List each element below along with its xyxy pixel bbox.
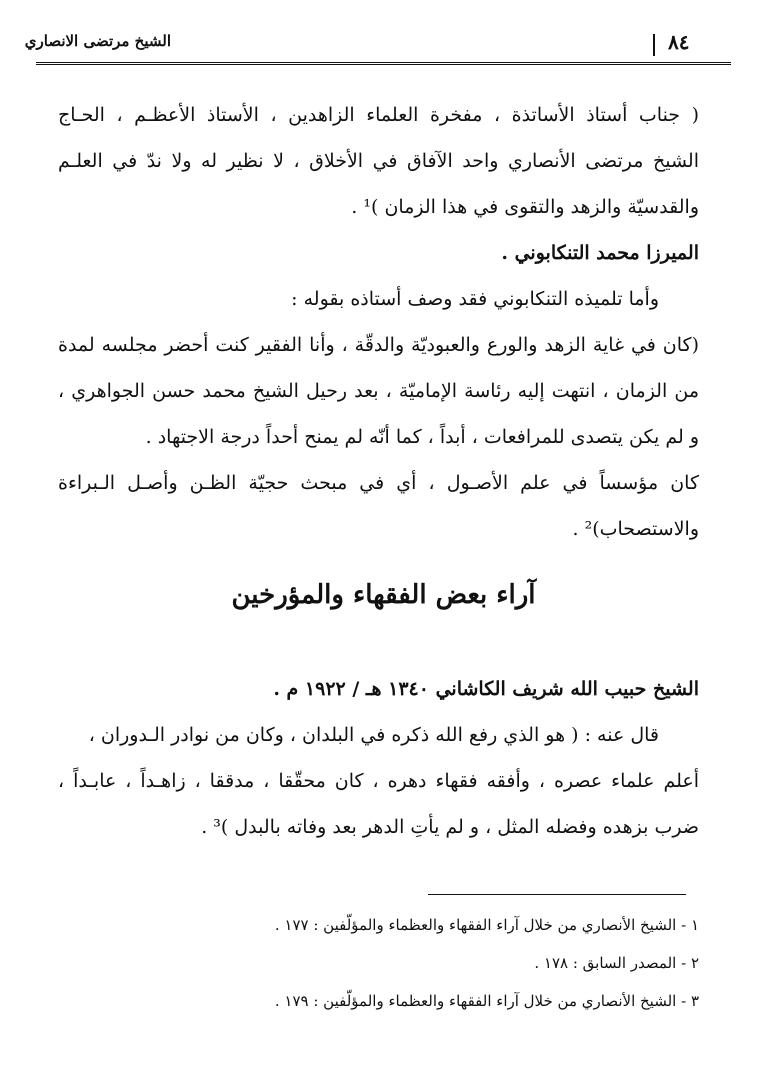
text-line: ضرب بزهده وفضله المثل ، و لم يأتِ الدهر بعد وفاته بالبدل )³ .	[201, 816, 699, 838]
text-line: أعلم علماء عصره ، وأفقه فقهاء دهره ، كان محقّقا ، مدققا ، زاهـداً ، عابـداً ،	[58, 770, 699, 792]
text-line: (كان في غاية الزهد والورع والعبوديّة والدقّة ، وأنا الفقير كنت أحضر مجلسه لمدة	[58, 334, 699, 356]
text-line: والاستصحاب)² .	[572, 518, 699, 540]
running-title: الشيخ مرتضى الانصاري	[24, 32, 171, 50]
quote-block-kashani	[58, 666, 699, 850]
header-separator	[653, 34, 655, 56]
header-rule	[36, 62, 731, 65]
text-line: ( جناب أستاذ الأساتذة ، مفخرة العلماء الزاهدين ، الأستاذ الأعظـم ، الحـاج	[58, 104, 699, 126]
subheading-tonekaboni: الميرزا محمد التنكابوني .	[501, 242, 699, 264]
footnote-item: ٣ - الشيخ الأنصاري من خلال آراء الفقهاء والعظماء والمؤلّفين : ١٧٩ .	[274, 992, 699, 1010]
text-line: كان مؤسساً في علم الأصـول ، أي في مبحث حجيّة الظـن وأصـل الـبراءة	[58, 472, 699, 494]
footnote-rule	[428, 894, 686, 895]
section-heading: آراء بعض الفقهاء والمؤرخين	[231, 580, 536, 610]
text-line: الشيخ مرتضى الأنصاري واحد الآفاق في الأخلاق ، لا نظير له ولا ندّ في العلـم	[58, 150, 699, 172]
subheading-kashani: الشيخ حبيب الله شريف الكاشاني ١٣٤٠ هـ / ١٩٢٢ م .	[273, 678, 699, 700]
footnote-item: ٢ - المصدر السابق : ١٧٨ .	[534, 954, 699, 972]
footnote-item: ١ - الشيخ الأنصاري من خلال آراء الفقهاء والعظماء والمؤلّفين : ١٧٧ .	[274, 916, 699, 934]
text-line: قال عنه : ( هو الذي رفع الله ذكره في البلدان ، وكان من نوادر الـدوران ،	[88, 724, 659, 746]
text-line: وأما تلميذه التنكابوني فقد وصف أستاذه بقوله :	[291, 288, 659, 310]
text-line: من الزمان ، انتهت إليه رئاسة الإماميّة ، بعد رحيل الشيخ محمد حسن الجواهري ،	[58, 380, 699, 402]
text-line: و لم يكن يتصدى للمرافعات ، أبداً ، كما أنّه لم يمنح أحداً درجة الاجتهاد .	[145, 426, 699, 448]
page-number: ٨٤	[668, 30, 690, 54]
footnotes	[100, 906, 699, 1020]
page-header	[24, 28, 731, 62]
text-line: والقدسيّة والزهد والتقوى في هذا الزمان )¹ .	[351, 196, 699, 218]
quote-block-ansari	[58, 92, 699, 552]
